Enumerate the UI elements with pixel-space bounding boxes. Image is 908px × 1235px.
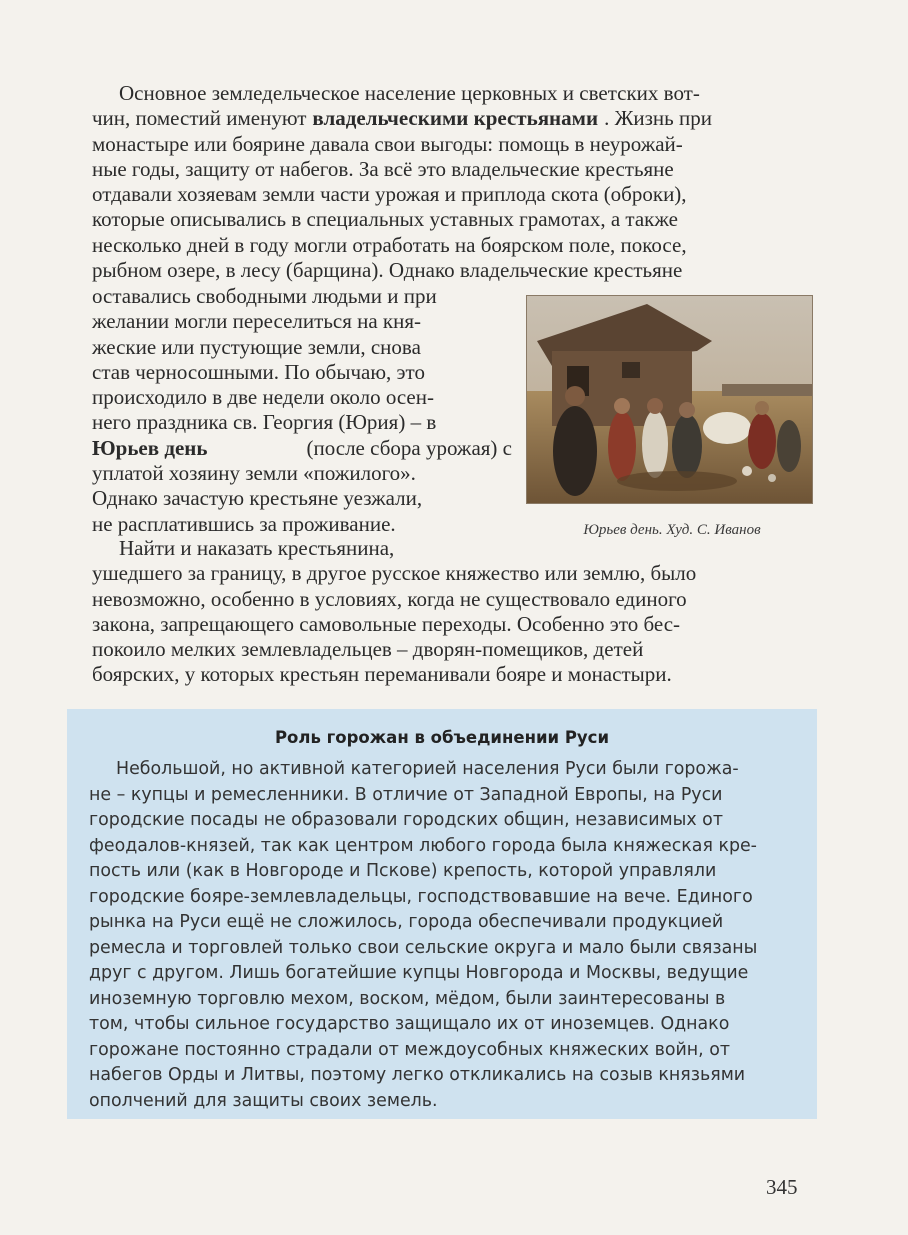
text-line-content: покоило мелких землевладельцев – дворян-помещиков, детей [92,637,644,662]
text-line-content: ополчений для защиты своих земель. [89,1090,438,1111]
text-line [92,182,808,207]
text-line-content: несколько дней в году могли отработать на боярском поле, покосе, [92,232,687,257]
text-line [92,309,512,334]
text-line [89,808,805,834]
page-number: 345 [766,1175,798,1199]
text-line [92,512,512,537]
text-line-content: пость или (как в Новгороде и Пскове) крепость, которой управляли [89,861,717,881]
text-line [92,436,512,461]
text-line-content: не расплатившись за проживание. [92,511,396,536]
term-yuriev-day: Юрьев день [92,435,208,460]
text-line [89,936,805,962]
text-line [89,834,805,860]
text-line [89,783,805,809]
text-line [92,207,808,232]
text-line-content: чин, поместий именуют [92,106,307,131]
text-line [92,360,512,385]
text-line-content: закона, запрещающего самовольные переходы. Особенно это бес- [92,611,681,636]
text-line [92,637,808,662]
text-line-content: отдавали хозяевам земли части урожая и приплода скота (оброки), [92,182,687,207]
text-line-content: . Жизнь при [604,106,712,131]
text-line-content: невозможно, особенно в условиях, когда не существовало единого [92,586,687,611]
box-title: Роль горожан в объединении Руси [274,728,610,747]
text-line-content: том, чтобы сильное государство защищало их от иноземцев. Однако [89,1014,730,1034]
text-line-content: жеские или пустующие земли, снова [92,334,421,359]
text-line [92,258,808,283]
text-line [92,385,512,410]
box-text [89,757,805,1114]
text-line [92,587,808,612]
text-line [92,662,808,687]
text-line [92,612,808,637]
text-line [89,859,805,885]
text-line-content: Небольшой, но активной категорией населения Руси были горожа- [116,759,739,779]
text-line-content: ушедшего за границу, в другое русское княжество или землю, было [92,561,697,586]
paragraph-punishment [92,536,808,688]
text-line [89,1038,805,1064]
text-line-content: иноземную торговлю мехом, воском, мёдом, были заинтересованы в [89,988,726,1009]
text-line-content: городские посады не образовали городских общин, независимых от [89,810,723,830]
text-line [89,1063,805,1089]
text-line [92,486,512,511]
text-line-content: набегов Орды и Литвы, поэтому легко откликались на созыв князьями [89,1065,746,1085]
text-line-content: Найти и наказать крестьянина, [119,536,395,560]
text-line [89,885,805,911]
text-line-content: (после сбора урожая) с [306,435,512,460]
text-line [89,1089,805,1115]
text-line [89,757,805,783]
text-line [92,157,808,182]
text-line [92,561,808,586]
text-line-content: став черносошными. По обычаю, это [92,359,425,384]
painting-illustration [527,296,812,503]
text-line-content: не – купцы и ремесленники. В отличие от Западной Европы, на Руси [89,784,723,805]
text-line [92,233,808,258]
text-line-content: которые описывались в специальных уставных грамотах, а также [92,207,678,232]
paragraph-owner-peasants [92,81,808,283]
text-line [89,1012,805,1038]
text-line-content: рынка на Руси ещё не сложилось, города обеспечивали продукцией [89,912,724,932]
text-line [92,410,512,435]
text-line-content: ремесла и торговлей только свои сельские округа и мало были связаны [89,937,758,958]
text-line-content: рыбном озере, в лесу (барщина). Однако владельческие крестьяне [92,258,683,283]
text-line [92,81,808,106]
text-line-content: монастыре или боярине давала свои выгоды: помощь в неурожай- [92,131,683,156]
text-line-content: друг с другом. Лишь богатейшие купцы Новгорода и Москвы, ведущие [89,963,749,983]
text-line-content: горожане постоянно страдали от междоусобных княжеских войн, от [89,1039,730,1060]
text-line-content: Основное земледельческое население церковных и светских вот- [119,81,700,105]
text-line-content: оставались свободными людьми и при [92,284,437,308]
term-owner-peasants: владельческими крестьянами [312,106,599,131]
painting-caption: Юрьев день. Худ. С. Иванов [583,522,761,538]
text-line-content: городские бояре-землевладельцы, господствовавшие на вече. Единого [89,886,753,907]
text-line-content: него праздника св. Георгия (Юрия) – в [92,410,437,435]
text-line-content: ные годы, защиту от набегов. За всё это владельческие крестьяне [92,156,674,181]
text-line [92,106,808,131]
text-line [89,910,805,936]
text-line-content: боярских, у которых крестьян переманивали бояре и монастыри. [92,662,672,687]
text-line-content: Однако зачастую крестьяне уезжали, [92,486,423,511]
text-line [92,335,512,360]
text-line [92,132,808,157]
text-line [92,284,512,309]
text-line-content: уплатой хозяину земли «пожилого». [92,461,416,486]
painting-yuriev-day [526,295,813,504]
paragraph-yuriev-day [92,284,512,537]
text-line [92,461,512,486]
text-line-content: желании могли переселиться на кня- [92,309,422,334]
text-line [89,961,805,987]
text-line-content: происходило в две недели около осен- [92,385,434,410]
text-line-content: феодалов-князей, так как центром любого города была княжеская кре- [89,835,757,856]
text-line [89,987,805,1013]
text-line [92,536,512,561]
